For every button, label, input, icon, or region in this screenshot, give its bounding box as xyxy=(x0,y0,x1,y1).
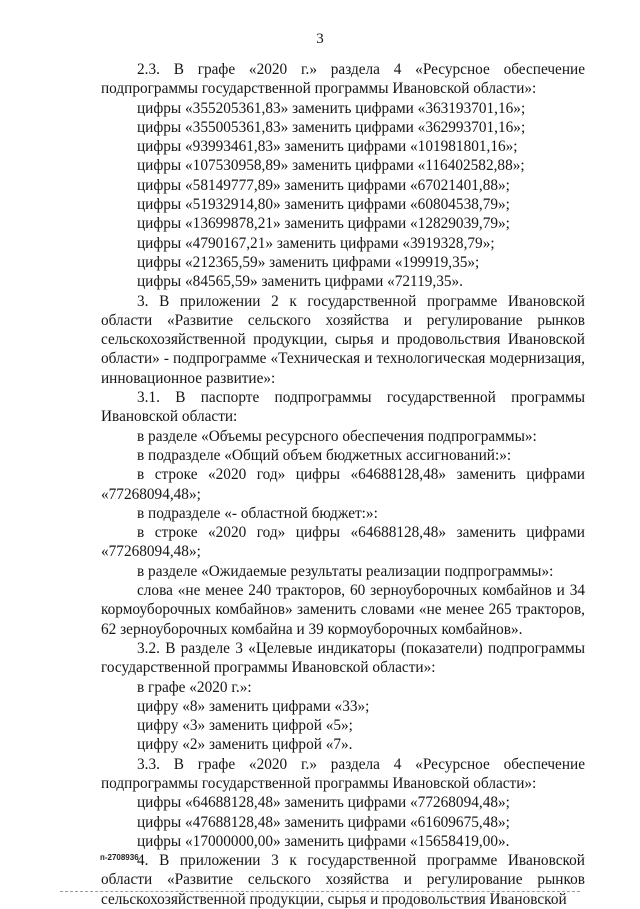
document-body xyxy=(101,60,585,909)
section-reference: в разделе «Объемы ресурсного обеспечения подпрограммы»: xyxy=(137,427,537,445)
replacement-line: цифру «2» заменить цифрой «7». xyxy=(137,736,353,754)
column-reference: в графе «2020 г.»: xyxy=(137,678,252,696)
document-id: п-2708936 xyxy=(100,853,139,862)
replacement-line: цифру «8» заменить цифрами «33»; xyxy=(137,697,370,715)
replacement-line: цифры «13699878,21» заменить цифрами «12829039,79»; xyxy=(137,215,510,233)
paragraph-3-2-heading: 3.2. В разделе 3 «Целевые индикаторы (показатели) подпрограммы государственной программы Ивановской области»: xyxy=(101,639,585,677)
replacement-line: цифры «4790167,21» заменить цифрами «3919328,79»; xyxy=(137,234,495,252)
replacement-line: цифры «355005361,83» заменить цифрами «362993701,16»; xyxy=(137,118,526,136)
paragraph-3-1-heading: 3.1. В паспорте подпрограммы государственной программы Ивановской области: xyxy=(101,389,585,426)
section-reference: в разделе «Ожидаемые результаты реализации подпрограммы»: xyxy=(137,562,554,580)
subsection-reference: в подразделе «- областной бюджет:»: xyxy=(137,504,378,522)
replacement-line: цифры «51932914,80» заменить цифрами «60804538,79»; xyxy=(137,196,510,214)
words-replacement: слова «не менее 240 тракторов, 60 зерноуборочных комбайнов и 34 кормоуборочных комбайнов» заменить словами «не менее 265 тракторов, 62 зерноуборочных комбайна и 39 кормоуборочных комбайнов». xyxy=(101,582,585,638)
replacement-line: цифры «64688128,48» заменить цифрами «77268094,48»; xyxy=(137,794,510,812)
paragraph-4-heading: 4. В приложении 3 к государственной программе Ивановской области «Развитие сельского хозяйства и регулирование рынков сельскохозяйственной продукции, сырья и продовольствия Ивановской xyxy=(101,852,585,908)
paragraph-3-heading: 3. В приложении 2 к государственной программе Ивановской области «Развитие сельского хозяйства и регулирование рынков сельскохозяйственной продукции, сырья и продовольствия Ивановской области» - подпрограмме «Техническая и технологическая модернизация, инновационное развитие»: xyxy=(101,292,585,387)
row-replacement: в строке «2020 год» цифры «64688128,48» заменить цифрами «77268094,48»; xyxy=(101,466,585,503)
replacement-line: цифры «93993461,83» заменить цифрами «101981801,16»; xyxy=(137,138,518,156)
row-replacement: в строке «2020 год» цифры «64688128,48» заменить цифрами «77268094,48»; xyxy=(101,524,585,561)
replacement-line: цифры «58149777,89» заменить цифрами «67021401,88»; xyxy=(137,176,510,194)
replacement-line: цифры «355205361,83» заменить цифрами «363193701,16»; xyxy=(137,99,526,117)
replacement-line: цифры «84565,59» заменить цифрами «72119,35». xyxy=(137,273,464,291)
replacement-line: цифры «212365,59» заменить цифрами «199919,35»; xyxy=(137,253,480,271)
subsection-reference: в подразделе «Общий объем бюджетных ассигнований:»: xyxy=(137,446,512,464)
replacement-line: цифры «107530958,89» заменить цифрами «116402582,88»; xyxy=(137,157,525,175)
replacement-line: цифры «47688128,48» заменить цифрами «61609675,48»; xyxy=(137,813,510,831)
paragraph-2-3-heading: 2.3. В графе «2020 г.» раздела 4 «Ресурсное обеспечение подпрограммы государственной программы Ивановской области»: xyxy=(101,61,585,98)
page-number: 3 xyxy=(316,31,324,47)
scan-edge-divider xyxy=(60,891,580,892)
replacement-line: цифру «3» заменить цифрой «5»; xyxy=(137,717,353,735)
replacement-line: цифры «17000000,00» заменить цифрами «15658419,00». xyxy=(137,832,510,850)
paragraph-3-3-heading: 3.3. В графе «2020 г.» раздела 4 «Ресурсное обеспечение подпрограммы государственной программы Ивановской области»: xyxy=(101,755,585,792)
